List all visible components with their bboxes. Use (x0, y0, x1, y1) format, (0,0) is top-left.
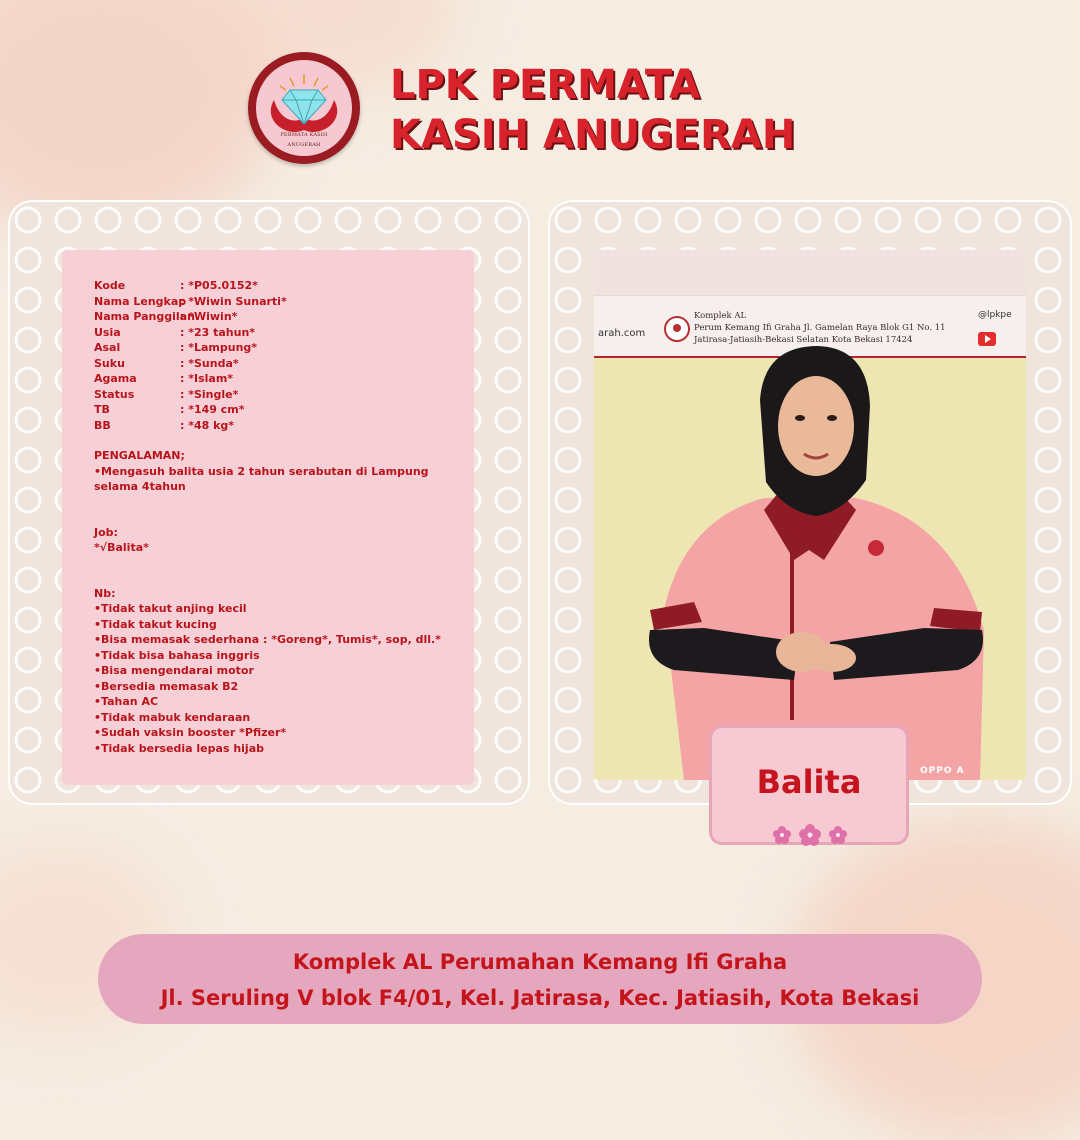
banner-website: arah.com (598, 328, 646, 339)
notes-title: Nb: (94, 586, 116, 600)
profile-field-value: : *Sunda* (180, 356, 239, 370)
brand-title-line1: LPK PERMATA (390, 62, 700, 108)
profile-field-row (94, 418, 464, 434)
note-item: •Sudah vaksin booster *Pfizer* (94, 726, 287, 739)
flower-icon (770, 824, 850, 846)
profile-field-key: Suku (94, 356, 125, 370)
note-item: •Tidak takut anjing kecil (94, 602, 247, 615)
brand-title-line2: KASIH ANUGERAH (390, 112, 796, 158)
address-line2: Jl. Seruling V blok F4/01, Kel. Jatirasa, Kec. Jatiasih, Kota Bekasi (160, 986, 920, 1010)
profile-field-key: BB (94, 418, 111, 432)
experience-title: PENGALAMAN; (94, 449, 185, 462)
experience-item: •Mengasuh balita usia 2 tahun serabutan di Lampung selama 4tahun (94, 464, 429, 493)
logo-text: PERMATA KASIH (280, 132, 328, 138)
profile-field-row (94, 371, 464, 387)
profile-field-key: Kode (94, 279, 126, 292)
profile-field-row (94, 294, 464, 310)
profile-field-value: : *Islam* (180, 372, 234, 385)
profile-field-row (94, 309, 464, 325)
profile-field-value: : *Wiwin* (180, 310, 238, 323)
profile-field-key: TB (94, 403, 110, 416)
profile-field-value: : *P05.0152* (180, 279, 258, 292)
banner-handle: @lpkpe (978, 310, 1012, 320)
address-line1: Komplek AL Perumahan Kemang Ifi Graha (292, 950, 788, 974)
camera-watermark: OPPO A (920, 766, 965, 776)
brand-logo (248, 52, 360, 164)
note-item: •Tidak mabuk kendaraan (94, 710, 251, 724)
profile-field-row (94, 356, 464, 372)
note-item: •Tidak takut kucing (94, 617, 217, 631)
note-item: •Tahan AC (94, 695, 159, 708)
profile-field-value: : *Single* (180, 387, 239, 401)
profile-field-value: : *149 cm* (180, 403, 245, 416)
notes-list (94, 601, 464, 756)
profile-field-value: : *23 tahun* (180, 325, 256, 339)
banner-address-line: Perum Kemang Ifi Graha Jl. Gamelan Raya Blok G1 No. 11 (694, 323, 946, 333)
job-title: Job: (94, 525, 118, 539)
profile-field-row (94, 325, 464, 341)
category-card (712, 728, 906, 842)
profile-field-key: Usia (94, 325, 121, 339)
logo-text: ANUGERAH (287, 142, 321, 148)
person-illustration (594, 250, 1026, 780)
note-item: •Bersedia memasak B2 (94, 679, 239, 693)
candidate-photo (594, 250, 1026, 780)
profile-info (94, 278, 464, 756)
profile-field-key: Nama Panggilan (94, 310, 195, 323)
profile-field-key: Agama (94, 372, 137, 385)
profile-field-key: Nama Lengkap (94, 294, 187, 308)
profile-field-key: Status (94, 387, 135, 401)
address-banner (98, 934, 982, 1024)
profile-field-value: : *Wiwin Sunarti* (180, 294, 287, 308)
profile-field-row (94, 278, 464, 294)
brand-title (390, 60, 810, 160)
profile-field-row (94, 402, 464, 418)
note-item: •Tidak bersedia lepas hijab (94, 741, 264, 755)
note-item: •Tidak bisa bahasa inggris (94, 648, 260, 662)
experience-list (94, 464, 464, 495)
profile-field-row (94, 340, 464, 356)
banner-address-line: Jatirasa-Jatiasih-Bekasi Selatan Kota Bekasi 17424 (694, 335, 913, 345)
profile-field-value: : *Lampung* (180, 341, 258, 354)
profile-fields (94, 278, 464, 433)
category-label: Balita (756, 763, 862, 801)
profile-field-row (94, 387, 464, 403)
note-item: •Bisa mengendarai motor (94, 664, 254, 677)
job-value: *√Balita* (94, 541, 149, 554)
note-item: •Bisa memasak sederhana : *Goreng*, Tumis*, sop, dll.* (94, 633, 441, 646)
profile-field-key: Asal (94, 341, 121, 354)
profile-panel (62, 250, 474, 785)
banner-address-line: Komplek AL (694, 311, 747, 321)
profile-field-value: : *48 kg* (180, 418, 235, 432)
